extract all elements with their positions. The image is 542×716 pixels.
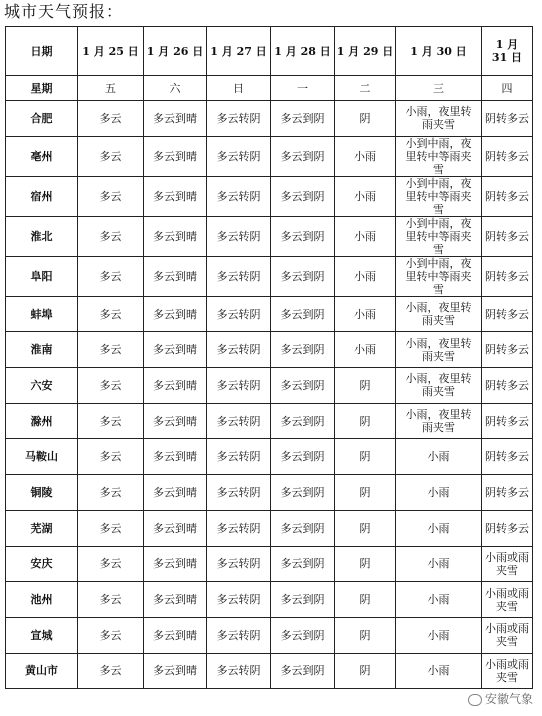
forecast-cell: 多云 — [78, 136, 144, 176]
forecast-cell: 小到中雨，夜里转中等雨夹雪 — [396, 176, 482, 216]
forecast-cell: 阴转多云 — [482, 475, 533, 511]
weekday-cell: 四 — [482, 76, 533, 101]
weekday-row — [6, 76, 533, 101]
date-cell: 1 月 31 日 — [482, 27, 533, 76]
forecast-cell: 多云到阴 — [271, 332, 335, 368]
forecast-cell: 小到中雨，夜里转中等雨夹雪 — [396, 216, 482, 256]
table-row — [6, 176, 533, 216]
forecast-cell: 小雨 — [335, 332, 396, 368]
forecast-cell: 多云 — [78, 332, 144, 368]
forecast-cell: 多云到阴 — [271, 368, 335, 404]
forecast-cell: 阴转多云 — [482, 256, 533, 296]
forecast-cell: 多云到阴 — [271, 510, 335, 546]
forecast-cell: 多云到晴 — [144, 582, 207, 618]
forecast-cell: 多云到晴 — [144, 510, 207, 546]
city-name: 池州 — [6, 582, 78, 618]
city-name: 合肥 — [6, 101, 78, 137]
forecast-cell: 小雨 — [396, 653, 482, 689]
date-label: 日期 — [6, 27, 78, 76]
forecast-cell: 多云到阴 — [271, 216, 335, 256]
forecast-cell: 阴转多云 — [482, 403, 533, 439]
forecast-cell: 阴转多云 — [482, 332, 533, 368]
table-row — [6, 546, 533, 582]
forecast-cell: 多云 — [78, 216, 144, 256]
forecast-cell: 小雨，夜里转雨夹雪 — [396, 296, 482, 332]
forecast-cell: 小雨 — [335, 296, 396, 332]
date-cell: 1 月 25 日 — [78, 27, 144, 76]
forecast-cell: 多云到阴 — [271, 546, 335, 582]
table-row — [6, 653, 533, 689]
city-name: 马鞍山 — [6, 439, 78, 475]
wechat-icon — [468, 694, 482, 706]
forecast-cell: 小雨，夜里转雨夹雪 — [396, 368, 482, 404]
forecast-cell: 多云 — [78, 510, 144, 546]
forecast-cell: 阴 — [335, 439, 396, 475]
forecast-cell: 多云到晴 — [144, 256, 207, 296]
weekday-cell: 二 — [335, 76, 396, 101]
forecast-cell: 多云转阴 — [207, 475, 271, 511]
forecast-cell: 小雨 — [335, 216, 396, 256]
page-title: 城市天气预报： — [4, 2, 124, 21]
forecast-cell: 多云 — [78, 475, 144, 511]
city-name: 宿州 — [6, 176, 78, 216]
table-row — [6, 332, 533, 368]
forecast-cell: 多云到晴 — [144, 546, 207, 582]
forecast-cell: 多云到阴 — [271, 439, 335, 475]
date-cell: 1 月 26 日 — [144, 27, 207, 76]
forecast-cell: 多云 — [78, 546, 144, 582]
forecast-cell: 多云到阴 — [271, 101, 335, 137]
forecast-cell: 多云到阴 — [271, 617, 335, 653]
forecast-cell: 多云转阴 — [207, 510, 271, 546]
forecast-cell: 多云 — [78, 368, 144, 404]
forecast-cell: 阴转多云 — [482, 101, 533, 137]
city-name: 宣城 — [6, 617, 78, 653]
forecast-cell: 多云到阴 — [271, 256, 335, 296]
forecast-cell: 小雨 — [396, 617, 482, 653]
forecast-cell: 多云转阴 — [207, 617, 271, 653]
forecast-cell: 小雨，夜里转雨夹雪 — [396, 332, 482, 368]
forecast-cell: 多云 — [78, 403, 144, 439]
forecast-cell: 多云到阴 — [271, 136, 335, 176]
forecast-cell: 小雨或雨夹雪 — [482, 546, 533, 582]
forecast-cell: 阴 — [335, 582, 396, 618]
forecast-cell: 阴 — [335, 510, 396, 546]
watermark — [465, 689, 536, 708]
table-row — [6, 510, 533, 546]
forecast-cell: 小雨 — [396, 510, 482, 546]
forecast-cell: 小雨 — [335, 256, 396, 296]
forecast-cell: 多云 — [78, 582, 144, 618]
forecast-cell: 多云到晴 — [144, 617, 207, 653]
table-row — [6, 475, 533, 511]
weekday-cell: 日 — [207, 76, 271, 101]
forecast-cell: 多云转阴 — [207, 216, 271, 256]
date-cell: 1 月 28 日 — [271, 27, 335, 76]
table-row — [6, 101, 533, 137]
city-name: 阜阳 — [6, 256, 78, 296]
forecast-cell: 小雨或雨夹雪 — [482, 617, 533, 653]
forecast-cell: 阴 — [335, 475, 396, 511]
forecast-cell: 多云转阴 — [207, 256, 271, 296]
forecast-cell: 多云到阴 — [271, 475, 335, 511]
forecast-cell: 多云到晴 — [144, 332, 207, 368]
weekday-cell: 六 — [144, 76, 207, 101]
forecast-cell: 多云到晴 — [144, 653, 207, 689]
forecast-cell: 多云转阴 — [207, 582, 271, 618]
forecast-cell: 阴 — [335, 546, 396, 582]
forecast-cell: 多云到晴 — [144, 296, 207, 332]
weekday-cell: 五 — [78, 76, 144, 101]
city-name: 滁州 — [6, 403, 78, 439]
weekday-cell: 一 — [271, 76, 335, 101]
forecast-cell: 多云转阴 — [207, 368, 271, 404]
forecast-cell: 小到中雨，夜里转中等雨夹雪 — [396, 136, 482, 176]
forecast-table — [5, 26, 533, 689]
forecast-cell: 多云到阴 — [271, 296, 335, 332]
city-name: 亳州 — [6, 136, 78, 176]
city-name: 芜湖 — [6, 510, 78, 546]
forecast-cell: 阴转多云 — [482, 296, 533, 332]
forecast-cell: 小雨 — [396, 546, 482, 582]
forecast-cell: 多云到晴 — [144, 403, 207, 439]
forecast-cell: 多云转阴 — [207, 332, 271, 368]
forecast-cell: 阴 — [335, 617, 396, 653]
forecast-cell: 小雨 — [396, 475, 482, 511]
date-cell: 1 月 27 日 — [207, 27, 271, 76]
table-row — [6, 136, 533, 176]
forecast-cell: 小雨或雨夹雪 — [482, 653, 533, 689]
city-name: 六安 — [6, 368, 78, 404]
table-row — [6, 582, 533, 618]
forecast-cell: 多云到阴 — [271, 403, 335, 439]
forecast-cell: 阴 — [335, 101, 396, 137]
city-name: 淮北 — [6, 216, 78, 256]
forecast-cell: 小雨 — [396, 439, 482, 475]
date-header-row — [6, 27, 533, 76]
forecast-cell: 阴转多云 — [482, 510, 533, 546]
forecast-cell: 阴 — [335, 403, 396, 439]
forecast-cell: 多云转阴 — [207, 101, 271, 137]
forecast-cell: 多云到晴 — [144, 439, 207, 475]
forecast-cell: 多云 — [78, 617, 144, 653]
forecast-cell: 多云到晴 — [144, 216, 207, 256]
table-row — [6, 216, 533, 256]
forecast-cell: 小雨，夜里转雨夹雪 — [396, 101, 482, 137]
forecast-cell: 阴转多云 — [482, 439, 533, 475]
date-cell: 1 月 29 日 — [335, 27, 396, 76]
table-row — [6, 617, 533, 653]
weekday-cell: 三 — [396, 76, 482, 101]
forecast-cell: 阴 — [335, 653, 396, 689]
forecast-cell: 小雨 — [396, 582, 482, 618]
forecast-cell: 多云转阴 — [207, 136, 271, 176]
date-cell: 1 月 30 日 — [396, 27, 482, 76]
city-name: 黄山市 — [6, 653, 78, 689]
forecast-cell: 阴转多云 — [482, 136, 533, 176]
forecast-cell: 多云转阴 — [207, 546, 271, 582]
forecast-cell: 阴 — [335, 368, 396, 404]
city-name: 铜陵 — [6, 475, 78, 511]
forecast-cell: 阴转多云 — [482, 216, 533, 256]
forecast-cell: 多云转阴 — [207, 653, 271, 689]
forecast-cell: 小雨 — [335, 176, 396, 216]
forecast-cell: 多云到晴 — [144, 475, 207, 511]
forecast-cell: 多云 — [78, 439, 144, 475]
forecast-cell: 多云到阴 — [271, 176, 335, 216]
forecast-cell: 小雨 — [335, 136, 396, 176]
forecast-cell: 阴转多云 — [482, 368, 533, 404]
table-row — [6, 439, 533, 475]
city-name: 淮南 — [6, 332, 78, 368]
forecast-cell: 多云 — [78, 101, 144, 137]
weekday-label: 星期 — [6, 76, 78, 101]
table-row — [6, 296, 533, 332]
forecast-cell: 小雨，夜里转雨夹雪 — [396, 403, 482, 439]
forecast-cell: 多云转阴 — [207, 439, 271, 475]
forecast-cell: 小到中雨，夜里转中等雨夹雪 — [396, 256, 482, 296]
forecast-cell: 多云转阴 — [207, 403, 271, 439]
forecast-cell: 多云到阴 — [271, 582, 335, 618]
forecast-cell: 多云到阴 — [271, 653, 335, 689]
forecast-cell: 多云转阴 — [207, 176, 271, 216]
forecast-cell: 多云 — [78, 296, 144, 332]
forecast-cell: 多云 — [78, 653, 144, 689]
table-row — [6, 403, 533, 439]
forecast-cell: 多云到晴 — [144, 176, 207, 216]
forecast-cell: 阴转多云 — [482, 176, 533, 216]
table-row — [6, 368, 533, 404]
city-name: 安庆 — [6, 546, 78, 582]
watermark-text: 安徽气象 — [484, 692, 533, 706]
forecast-cell: 多云到晴 — [144, 136, 207, 176]
forecast-cell: 多云到晴 — [144, 101, 207, 137]
forecast-cell: 多云 — [78, 256, 144, 296]
forecast-cell: 多云 — [78, 176, 144, 216]
forecast-table-body — [6, 27, 533, 689]
forecast-cell: 多云到晴 — [144, 368, 207, 404]
city-name: 蚌埠 — [6, 296, 78, 332]
forecast-cell: 小雨或雨夹雪 — [482, 582, 533, 618]
table-row — [6, 256, 533, 296]
forecast-cell: 多云转阴 — [207, 296, 271, 332]
